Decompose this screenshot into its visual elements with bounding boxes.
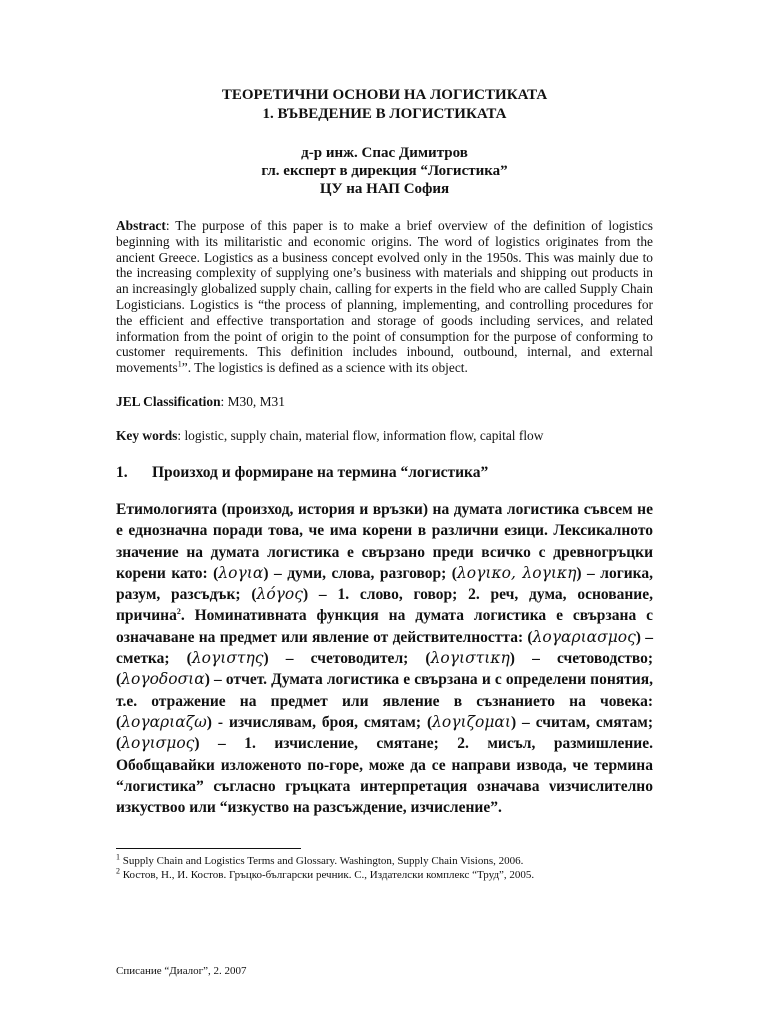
footnote-1 (116, 852, 653, 869)
body-text-segment: ) – 1. изчисление, смятане; 2. мисъл, размишление. Обобщавайки изложеното по-горе, може да се направи извода, че термина “логистика” съгласно гръцката интерпретация означава νизчислително изкуствоο или “изкуство на разсъждение, изчисление”. (116, 735, 653, 817)
body-text-segment: ) – счетоводство; ( (116, 650, 653, 689)
footnote-2 (116, 866, 653, 883)
greek-term: λογικο, λογικη (456, 563, 577, 582)
greek-term: λογιζομαι (432, 712, 511, 731)
keywords (116, 428, 653, 444)
section-title: Произход и формиране на термина “логистика” (152, 463, 489, 481)
footnote-text: Supply Chain and Logistics Terms and Glossary. Washington, Supply Chain Visions, 2006. (120, 855, 524, 868)
greek-term: λογιστης (191, 649, 264, 668)
abstract-text: : The purpose of this paper is to make a brief overview of the definition of logistics beginning with its militaristic and economic origins. The word of logistics originates from the ancient Greece. Logistics as a business concept evolved only in the 1950s. This was mainly due to the increasing complexity of supplying one’s business with materials and shipping out products in an increasingly globalized supply chain, calling for experts in the field who are called Supply Chain Logisticians. Logistics is “the process of planning, implementing, and controlling procedures for the efficient and effective transportation and storage of goods including services, and related information from the point of origin to the point of consumption for the purpose of conforming to customer requirements. This definition includes inbound, outbound, internal, and external movements (116, 218, 653, 376)
body-text-segment: Етимологията (произход, история и връзки) на думата логистика съвсем не е еднозначна поради това, че има корени в различни езици. Лексикалното значение на думата логистика е свързано преди всичко с древногръцки корени като: ( (116, 500, 653, 582)
author-position: гл. експерт в дирекция “Логистика” (261, 163, 508, 179)
greek-term: λογισμος (121, 734, 195, 753)
section-number: 1. (116, 463, 128, 481)
greek-term: λογαριαζω (121, 712, 207, 731)
author-organization: ЦУ на НАП София (319, 181, 450, 197)
footnote-ref-2: 2 (176, 607, 181, 617)
jel-value: : M30, M31 (220, 393, 285, 409)
body-text-segment: ) - изчислявам, броя, смятам; ( (206, 713, 433, 731)
body-text-segment: ) – отчет. Думата логистика е свързана и с определени понятия, т.е. отражение на предмет или явление в съзнанието на човека: ( (116, 671, 653, 731)
body-text-segment: ) – логика, разум, разсъдък; ( (116, 564, 654, 604)
footnote-number: 2 (116, 866, 120, 876)
footnote-divider (116, 848, 301, 849)
jel-label: JEL Classification (116, 393, 221, 409)
greek-term: λογιστικη (430, 649, 510, 668)
body-text-segment: ) – думи, слова, разговор; ( (263, 564, 457, 582)
body-text-segment: ) – сметка; ( (116, 628, 653, 668)
body-text-segment: ) – считам, смятам; ( (116, 713, 653, 753)
abstract-text-end: ”. The logistics is defined as a science with its object. (181, 360, 468, 376)
title-line-2: 1. ВЪВЕДЕНИЕ В ЛОГИСТИКАТА (262, 106, 507, 122)
journal-footer: Списание “Диалог”, 2. 2007 (116, 965, 247, 977)
body-text-segment: ) – 1. слово, говор; 2. реч, дума, основание, причина (116, 586, 653, 625)
title-line-1: ТЕОРЕТИЧНИ ОСНОВИ НА ЛОГИСТИКАТА (221, 87, 548, 103)
body-text-segment: ) – счетоводител; ( (263, 650, 431, 668)
body-paragraph (116, 499, 653, 818)
footnote-ref-1: 1 (177, 359, 182, 369)
author-name: д-р инж. Спас Димитров (301, 145, 468, 161)
paper-page (116, 86, 653, 882)
body-text-segment: . Номинативната функция на думата логистика е свързана с означаване на предмет или явление от действителността: ( (116, 607, 653, 646)
greek-term: λογια (218, 563, 264, 582)
jel-classification (116, 394, 653, 410)
paper-title (116, 86, 653, 124)
greek-term: λόγος (256, 585, 303, 604)
greek-term: λογοδοσια (121, 670, 205, 689)
abstract (116, 218, 653, 376)
keywords-label: Key words (116, 427, 178, 443)
section-heading (116, 464, 653, 482)
footnote-text: Костов, Н., И. Костов. Гръцко-български речник. С., Издателски комплекс “Труд”, 2005. (120, 868, 535, 881)
footnotes (116, 852, 653, 882)
author-block (116, 144, 653, 198)
footnote-number: 1 (116, 852, 120, 862)
abstract-label: Abstract (116, 218, 166, 233)
greek-term: λογαριασμος (532, 627, 636, 646)
keywords-value: : logistic, supply chain, material flow, information flow, capital flow (177, 427, 544, 443)
